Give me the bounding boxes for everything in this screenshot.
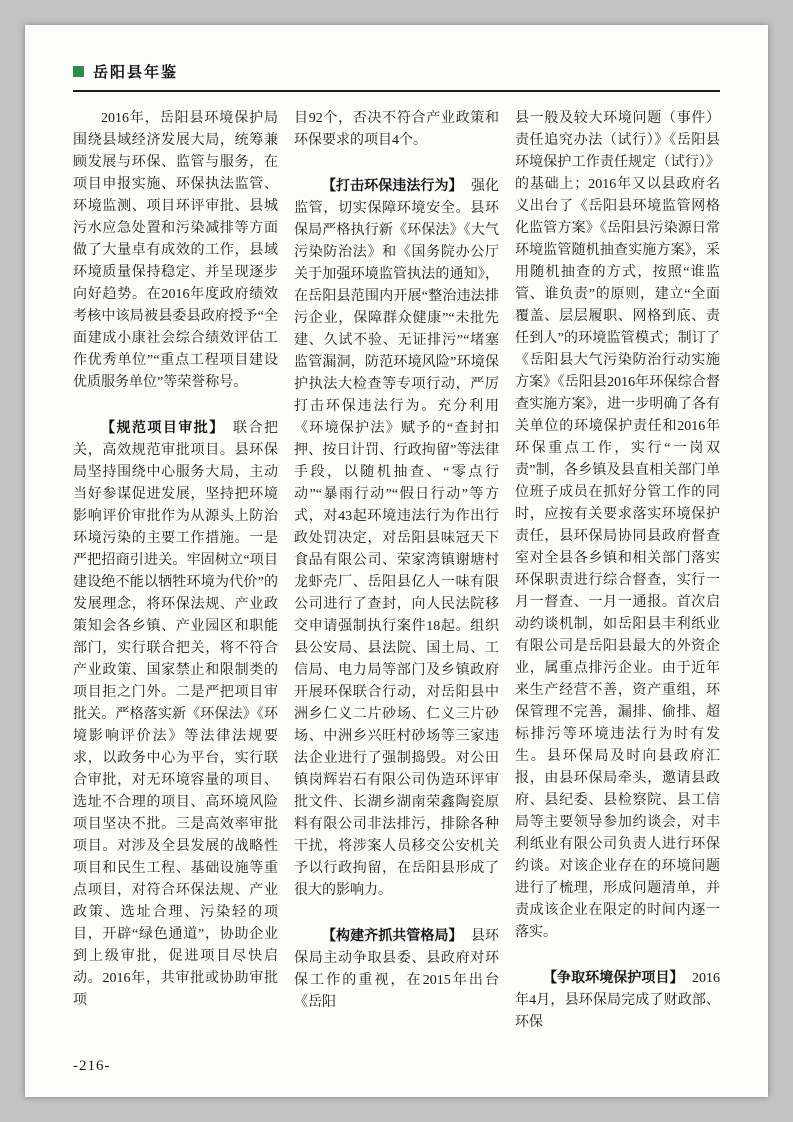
page-footer	[73, 1057, 111, 1075]
article-columns	[73, 108, 720, 1034]
paragraph-text: 强化监管，切实保障环境安全。县环保局严格执行新《环保法》《大气污染防治法》和《国务院办公厅关于加强环境监管执法的通知》，在岳阳县范围内开展“整治违法排污企业，保障群众健康”“未批先建、久试不验、无证排污”“堵塞监管漏洞，防范环境风险”环境保护执法大检查等专项行动，严厉打击环保违法行为。充分利用《环境保护法》赋予的“查封扣押、按日计罚、行政拘留”等法律手段，以随机抽查、“零点行动”“暴雨行动”“假日行动”等方式，对43起环境违法行为作出行政处罚决定，对岳阳县味冠天下食品有限公司、荣家湾镇谢塘村龙虾壳厂、岳阳县亿人一味有限公司进行了查封，向人民法院移交申请强制执行案件18起。组织县公安局、县法院、国土局、工信局、电力局等部门及乡镇政府开展环保联合行动，对岳阳县中洲乡仁义二片砂场、仁义三片砂场、中洲乡兴旺村砂场等三家违法企业进行了强制捣毁。对公田镇岗辉岩石有限公司伪造环评审批文件、长湖乡湖南荣鑫陶瓷原料有限公司非法排污，排除各种干扰，将涉案人员移交公安机关予以行政拘留，在岳阳县形成了很大的影响力。	[294, 179, 500, 898]
column-left	[73, 108, 278, 1034]
paragraph-text: 2016年4月，县环保局完成了财政部、环保	[515, 971, 720, 1030]
column-right	[515, 108, 720, 1034]
continuation-paragraph	[294, 108, 499, 152]
column-middle	[294, 108, 499, 1034]
header-row	[73, 61, 720, 82]
entry-paragraph	[294, 174, 499, 902]
paragraph-text: 县环保局主动争取县委、县政府对环保工作的重视，在2015年出台《岳阳	[294, 929, 500, 1010]
entry-heading: 【打击环保违法行为】	[322, 177, 463, 193]
page-header	[73, 61, 720, 92]
continuation-paragraph	[515, 108, 720, 944]
paragraph-text: 县一般及较大环境问题（事件）责任追究办法（试行）》《岳阳县环境保护工作责任规定（试行）》的基础上；2016年又以县政府名义出台了《岳阳县环境监管网格化监管方案》《岳阳县污染源日常环境监管随机抽查实施方案》，采用随机抽查的方式，按照“谁监管、谁负责”的原则，建立“全面覆盖、层层履职、网格到底、责任到人”的环境监管模式；制订了《岳阳县大气污染防治行动实施方案》《岳阳县2016年环保综合督查实施方案》，进一步明确了各有关单位的环境保护责任和2016年环保重点工作，实行“一岗双责”制，各乡镇及县直相关部门单位班子成员在抓好分管工作的同时，应按有关要求落实环境保护责任，县环保局协同县政府督查室对全县各乡镇和相关部门落实环保职责进行综合督查，实行一月一督查、一月一通报。首次启动约谈机制，如岳阳县丰利纸业有限公司是岳阳县最大的外资企业，属重点排污企业。由于近年来生产经营不善，资产重组，环保管理不完善，漏排、偷排、超标排污等环境违法行为时有发生。县环保局及时向县政府汇报，由县环保局牵头，邀请县政府、县纪委、县检察院、县工信局等主要领导参加约谈会，对丰利纸业有限公司负责人进行环保约谈。对该企业存在的环境问题进行了梳理，形成问题清单，并责成该企业在限定的时间内逐一落实。	[515, 111, 720, 940]
entry-paragraph	[294, 924, 499, 1014]
entry-paragraph	[515, 966, 720, 1034]
section-marker-icon	[73, 66, 84, 77]
intro-paragraph	[73, 108, 278, 394]
header-divider	[73, 90, 720, 92]
yearbook-page	[25, 25, 768, 1097]
book-title: 岳阳县年鉴	[93, 64, 179, 81]
entry-heading: 【规范项目审批】	[101, 419, 225, 435]
entry-heading: 【构建齐抓共管格局】	[322, 927, 463, 943]
paragraph-text: 2016年，岳阳县环境保护局围绕县域经济发展大局，统筹兼顾发展与环保、监管与服务，在项目申报实施、环保执法监管、环境监测、项目环评审批、县城污水应急处置和污染减排等方面做了大量卓有成效的工作，县域环境质量保持稳定、并呈现逐步向好趋势。在2016年度政府绩效考核中该局被县委县政府授予“全面建成小康社会综合绩效评估工作优秀单位”“重点工程项目建设优质服务单位”等荣誉称号。	[73, 111, 278, 390]
paragraph-text: 目92个，否决不符合产业政策和环保要求的项目4个。	[294, 111, 499, 148]
entry-paragraph	[73, 416, 278, 1012]
entry-heading: 【争取环境保护项目】	[543, 969, 684, 985]
paragraph-text: 联合把关，高效规范审批项目。县环保局坚持围绕中心服务大局，主动当好参谋促进发展，坚持把环境影响评价审批作为从源头上防治环境污染的主要工作措施。一是严把招商引进关。牢固树立“项目建设绝不能以牺牲环境为代价”的发展理念，将环保法规、产业政策知会各乡镇、产业园区和职能部门，实行联合把关，将不符合产业政策、国家禁止和限制类的项目拒之门外。二是严把项目审批关。严格落实新《环保法》《环境影响评价法》等法律法规要求，以政务中心为平台，实行联合审批，对无环境容量的项目、选址不合理的项目、高环境风险项目坚决不批。三是高效率审批项目。对涉及全县发展的战略性项目和民生工程、基础设施等重点项目，对符合环保法规、产业政策、选址合理、污染轻的项目，开辟“绿色通道”，协助企业到上级审批，促进项目尽快启动。2016年，共审批或协助审批项	[73, 421, 278, 1008]
page-number: -216-	[73, 1058, 111, 1074]
